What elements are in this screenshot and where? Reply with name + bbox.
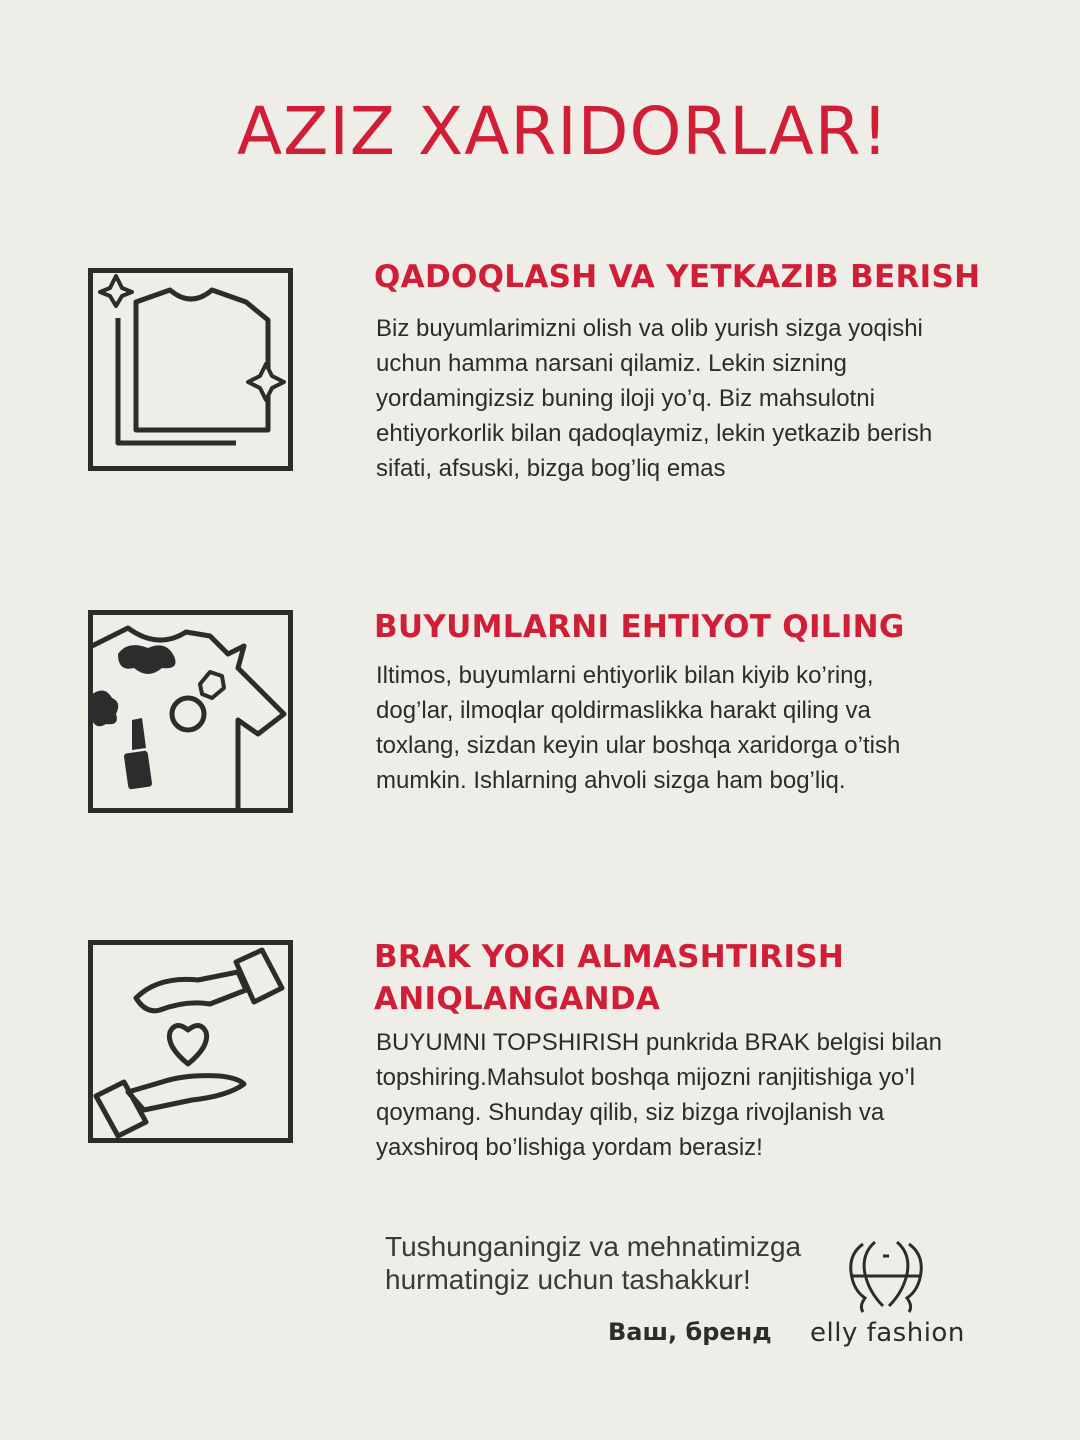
section-heading-care: BUYUMLARNI EHTIYOT QILING [374,609,905,645]
brand-logo-icon [843,1236,929,1316]
section-heading-packaging: QADOQLASH VA YETKAZIB BERISH [374,259,981,295]
shirt-packaging-icon [88,268,293,471]
section-body-defect: BUYUMNI TOPSHIRISH punkrida BRAK belgisi bilan topshiring.Mahsulot boshqa mijozni ranjitishiga yo’l qoymang. Shunday qilib, siz bizga rivojlanish va yaxshiroq bo’lishiga yordam berasiz! [376,1029,942,1161]
brand-name: elly fashion [810,1318,965,1348]
page-title: AZIZ XARIDORLAR! [236,93,890,170]
hands-heart-icon [88,940,293,1143]
section-heading-defect: BRAK YOKI ALMASHTIRISH ANIQLANGANDA [374,939,845,1017]
section-body-packaging: Biz buyumlarimizni olish va olib yurish sizga yoqishi uchun hamma narsani qilamiz. Lekin sizning yordamingizsiz buning iloji yo’q. Biz mahsulotni ehtiyorkorlik bilan qadoqlaymiz, lekin yetkazib berish sifati, afsuski, bizga bog’liq emas [376,315,933,482]
section-body-care: Iltimos, buyumlarni ehtiyorlik bilan kiyib ko’ring, dog’lar, ilmoqlar qoldirmaslikka harakt qiling va toxlang, sizdan keyin ular boshqa xaridorga o’tish mumkin. Ishlarning ahvoli sizga ham bog’liq. [376,662,901,794]
thank-you-note: Tushunganingiz va mehnatimizga hurmatingiz uchun tashakkur! [385,1231,802,1295]
signoff: Ваш, бренд [608,1318,772,1346]
stained-shirt-icon [88,610,293,813]
